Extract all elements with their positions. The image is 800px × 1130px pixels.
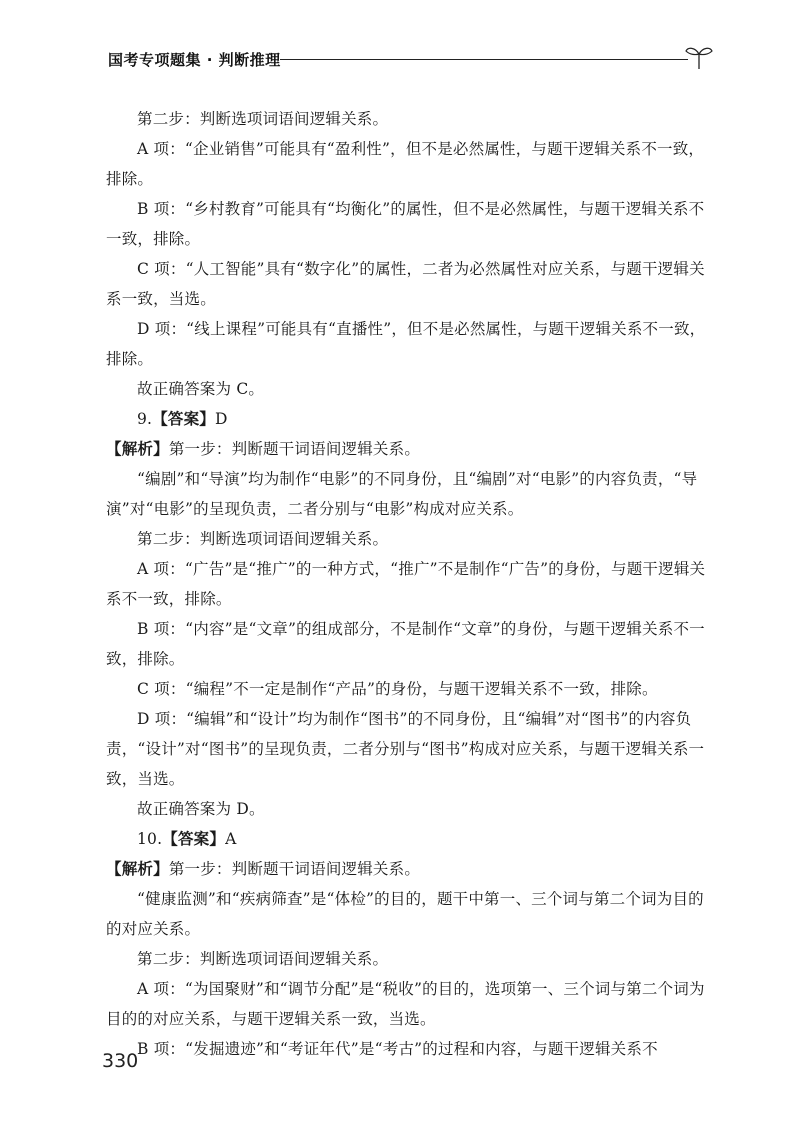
answer-tag: 【答案】	[162, 829, 226, 848]
option-analysis: A 项：“广告”是“推广”的一种方式，“推广”不是制作“广告”的身份，与题干逻辑关系不一致，排除。	[106, 560, 706, 608]
header-title: 国考专项题集 · 判断推理	[108, 51, 281, 69]
analysis-text: 第一步：判断题干词语间逻辑关系。	[168, 860, 421, 878]
option-analysis: D 项：“编辑”和“设计”均为制作“图书”的不同身份，且“编辑”对“图书”的内容负责，“设计”对“图书”的呈现负责，二者分别与“图书”构成对应关系，与题干逻辑关系一致，当选。	[106, 710, 705, 788]
option-analysis: D 项：“线上课程”可能具有“直播性”，但不是必然属性，与题干逻辑关系不一致，排除。	[106, 320, 706, 368]
solution-text	[106, 104, 708, 1064]
analysis-tag: 【解析】	[106, 439, 169, 458]
answer-value: A	[225, 830, 237, 848]
analysis-tag: 【解析】	[106, 859, 169, 878]
analysis-line	[106, 854, 708, 884]
analysis-text: 第一步：判断题干词语间逻辑关系。	[168, 440, 421, 458]
answer-line	[106, 824, 708, 854]
answer-line	[106, 404, 708, 434]
conclusion: 故正确答案为 D。	[137, 800, 265, 818]
analysis-line	[106, 434, 708, 464]
option-analysis: A 项：“为国聚财”和“调节分配”是“税收”的目的，选项第一、三个词与第二个词为目的的对应关系，与题干逻辑关系一致，当选。	[106, 980, 705, 1028]
question-number: 9.	[137, 410, 153, 428]
step-heading: 第二步：判断选项词语间逻辑关系。	[137, 530, 389, 548]
step-heading: 第二步：判断选项词语间逻辑关系。	[137, 950, 389, 968]
answer-tag: 【答案】	[152, 409, 216, 428]
answer-value: D	[215, 410, 228, 428]
question-number: 10.	[137, 830, 163, 848]
header-rule	[280, 59, 688, 60]
option-analysis: C 项：“人工智能”具有“数字化”的属性，二者为必然属性对应关系，与题干逻辑关系一致，当选。	[106, 260, 705, 308]
option-analysis: B 项：“内容”是“文章”的组成部分，不是制作“文章”的身份，与题干逻辑关系不一致，排除。	[106, 620, 705, 668]
page-number: 330	[102, 1050, 139, 1072]
option-analysis: B 项：“发掘遗迹”和“考证年代”是“考古”的过程和内容，与题干逻辑关系不	[137, 1040, 658, 1058]
option-analysis: A 项：“企业销售”可能具有“盈利性”，但不是必然属性，与题干逻辑关系不一致，排除。	[106, 140, 705, 188]
sprout-icon	[684, 44, 714, 70]
step-heading: 第二步：判断选项词语间逻辑关系。	[137, 110, 389, 128]
option-analysis: B 项：“乡村教育”可能具有“均衡化”的属性，但不是必然属性，与题干逻辑关系不一致，排除。	[106, 200, 705, 248]
body-paragraph: “健康监测”和“疾病筛查”是“体检”的目的，题干中第一、三个词与第二个词为目的的对应关系。	[106, 890, 704, 938]
running-header	[108, 44, 713, 74]
option-analysis: C 项：“编程”不一定是制作“产品”的身份，与题干逻辑关系不一致，排除。	[137, 680, 658, 698]
body-paragraph: “编剧”和“导演”均为制作“电影”的不同身份，且“编剧”对“电影”的内容负责，“导演”对“电影”的呈现负责，二者分别与“电影”构成对应关系。	[106, 470, 698, 518]
conclusion: 故正确答案为 C。	[137, 380, 265, 398]
